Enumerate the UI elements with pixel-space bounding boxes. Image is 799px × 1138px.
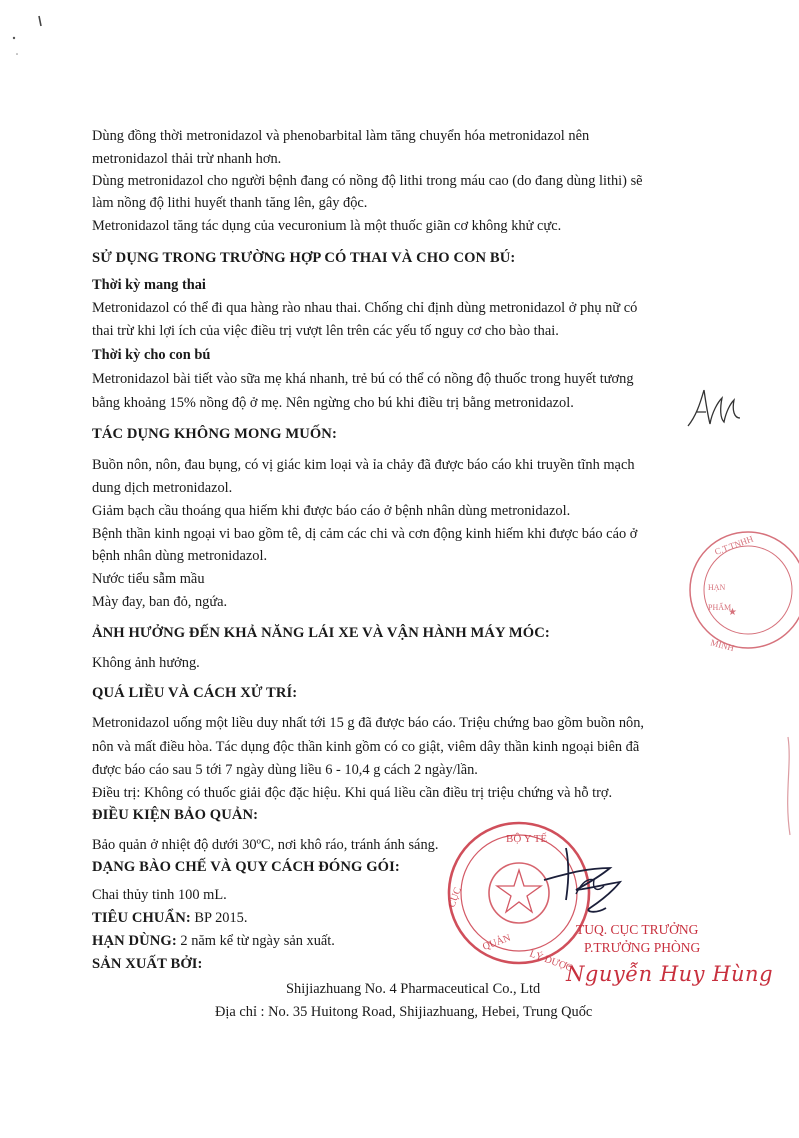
pregnancy-line: thai trừ khi lợi ích của việc điều trị vượt lên trên các yếu tố nguy cơ cho bào thai. xyxy=(92,323,559,339)
svg-text:CỤC: CỤC xyxy=(446,885,464,910)
expiry-row xyxy=(92,932,335,950)
expiry-value: 2 năm kể từ ngày sản xuất. xyxy=(176,933,335,949)
storage-text: Bảo quản ở nhiệt độ dưới 30ºC, nơi khô ráo, tránh ánh sáng. xyxy=(92,837,439,853)
interaction-line: Dùng metronidazol cho người bệnh đang có nồng độ lithi trong máu cao (do đang dùng lithi) sẽ xyxy=(92,173,643,189)
overdose-line: Điều trị: Không có thuốc giải độc đặc hiệu. Khi quá liều cần điều trị triệu chứng và hỗ trợ. xyxy=(92,785,613,801)
svg-text:PHẨM: PHẨM xyxy=(708,603,732,612)
scan-edge-mark xyxy=(778,735,798,845)
svg-text:QUẢN: QUẢN xyxy=(481,932,513,953)
section-heading-packaging: DẠNG BÀO CHẾ VÀ QUY CÁCH ĐÓNG GÓI: xyxy=(92,859,400,875)
side-effect-line: Buồn nôn, nôn, đau bụng, có vị giác kim loại và ỉa chảy đã được báo cáo khi truyền tĩnh mạch xyxy=(92,457,635,473)
overdose-line: được báo cáo sau 5 tới 7 ngày dùng liều 6 - 10,4 g cách 2 ngày/lần. xyxy=(92,762,478,778)
side-effect-line: dung dịch metronidazol. xyxy=(92,480,233,496)
section-heading-pregnancy: SỬ DỤNG TRONG TRƯỜNG HỢP CÓ THAI VÀ CHO CON BÚ: xyxy=(92,250,516,266)
signer-title: TUQ. CỤC TRƯỞNG xyxy=(576,922,699,937)
initials-mark xyxy=(684,382,746,432)
manufacturer-name: Shijiazhuang No. 4 Pharmaceutical Co., Ltd xyxy=(286,981,541,997)
manufacturer-address: Địa chỉ : No. 35 Huitong Road, Shijiazhuang, Hebei, Trung Quốc xyxy=(215,1004,593,1020)
packaging-text: Chai thủy tinh 100 mL. xyxy=(92,887,227,903)
section-heading-side-effects: TÁC DỤNG KHÔNG MONG MUỐN: xyxy=(92,426,337,442)
standard-label: TIÊU CHUẨN: xyxy=(92,910,191,926)
signer-position: P.TRƯỞNG PHÒNG xyxy=(584,940,701,955)
standard-value: BP 2015. xyxy=(190,910,248,926)
side-effect-line: Bệnh thần kinh ngoại vi bao gồm tê, dị cảm các chi và cơn động kinh hiếm khi được báo cáo ở xyxy=(92,526,638,542)
subheading-pregnancy: Thời kỳ mang thai xyxy=(92,277,206,293)
lactation-line: bằng khoảng 15% nồng độ ở mẹ. Nên ngừng cho bú khi điều trị bằng metronidazol. xyxy=(92,395,574,411)
svg-text:BỘ Y TẾ: BỘ Y TẾ xyxy=(506,833,548,845)
overdose-line: Metronidazol uống một liều duy nhất tới 15 g đã được báo cáo. Triệu chứng bao gồm buồn nôn, xyxy=(92,715,645,731)
side-effect-line: Mày đay, ban đỏ, ngứa. xyxy=(92,594,228,610)
interaction-line: metronidazol thải trừ nhanh hơn. xyxy=(92,151,282,167)
interaction-line: Dùng đồng thời metronidazol và phenobarbital làm tăng chuyển hóa metronidazol nên xyxy=(92,128,590,144)
section-heading-driving: ẢNH HƯỞNG ĐẾN KHẢ NĂNG LÁI XE VÀ VẬN HÀNH MÁY MÓC: xyxy=(92,625,550,641)
pregnancy-line: Metronidazol có thể đi qua hàng rào nhau thai. Chống chỉ định dùng metronidazol ở phụ nữ có xyxy=(92,300,638,316)
lactation-line: Metronidazol bài tiết vào sữa mẹ khá nhanh, trẻ bú có thể có nồng độ thuốc trong huyết tương xyxy=(92,371,634,387)
overdose-line: nôn và mất điều hòa. Tác dụng độc thần kinh gồm có co giật, viêm dây thần kinh ngoại biên đã xyxy=(92,739,640,755)
manufacturer-label: SẢN XUẤT BỞI: xyxy=(92,956,203,972)
svg-text:HẠN: HẠN xyxy=(708,583,726,592)
svg-text:LÝ DƯỢC: LÝ DƯỢC xyxy=(527,948,574,975)
side-effect-line: Giảm bạch cầu thoáng qua hiếm khi được báo cáo ở bệnh nhân dùng metronidazol. xyxy=(92,503,571,519)
driving-text: Không ảnh hưởng. xyxy=(92,655,200,671)
svg-text:MINH: MINH xyxy=(709,637,736,654)
side-effect-line: Nước tiểu sẫm mầu xyxy=(92,571,205,587)
svg-text:★: ★ xyxy=(728,607,737,618)
side-effect-line: bệnh nhân dùng metronidazol. xyxy=(92,548,268,564)
handwritten-signature xyxy=(536,838,646,928)
svg-text:C.T.TNHH: C.T.TNHH xyxy=(713,533,755,557)
interaction-line: làm nồng độ lithi huyết thanh tăng lên, gây độc. xyxy=(92,195,368,211)
interaction-line: Metronidazol tăng tác dụng của vecuronium là một thuốc giãn cơ không khử cực. xyxy=(92,218,562,234)
scan-specks xyxy=(0,0,80,80)
subheading-lactation: Thời kỳ cho con bú xyxy=(92,347,211,363)
section-heading-overdose: QUÁ LIỀU VÀ CÁCH XỬ TRÍ: xyxy=(92,685,298,701)
signer-name: Nguyễn Huy Hùng xyxy=(566,962,774,986)
standard-row xyxy=(92,909,247,927)
expiry-label: HẠN DÙNG: xyxy=(92,933,177,949)
company-stamp-partial xyxy=(688,515,755,665)
section-heading-storage: ĐIỀU KIỆN BẢO QUẢN: xyxy=(92,807,259,823)
